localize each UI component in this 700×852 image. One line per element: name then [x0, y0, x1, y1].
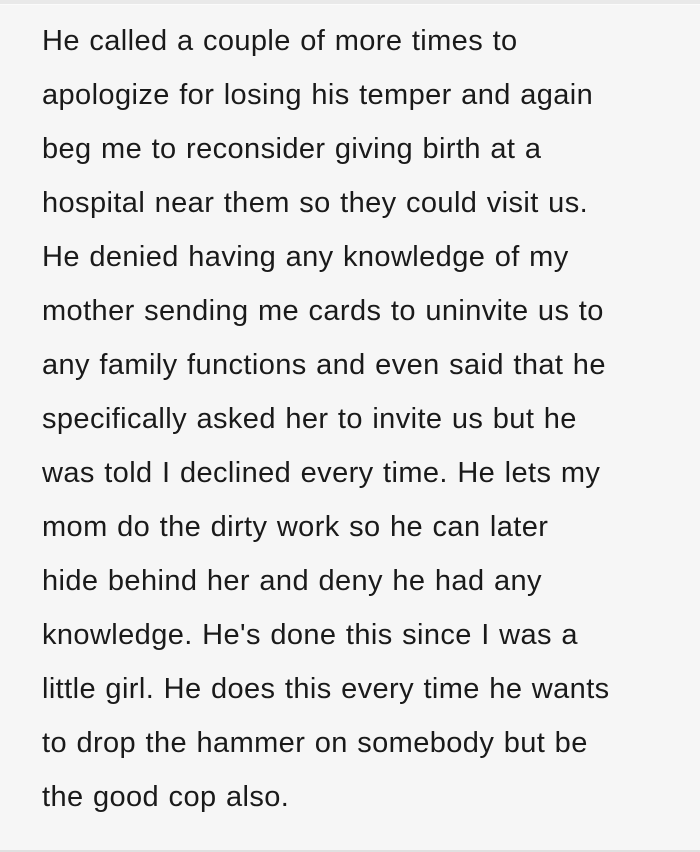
post-text-line: He called a couple of more times to: [42, 25, 518, 57]
post-text-line: apologize for losing his temper and again: [42, 79, 594, 111]
post-text-line: beg me to reconsider giving birth at a: [42, 133, 542, 165]
post-text-line: mom do the dirty work so he can later: [42, 511, 549, 543]
post-text-line: the good cop also.: [42, 781, 290, 813]
post-text-line: little girl. He does this every time he wants: [42, 673, 610, 705]
post-text-line: He denied having any knowledge of my: [42, 241, 569, 273]
post-text-line: mother sending me cards to uninvite us to: [42, 295, 604, 327]
post-text-line: to drop the hammer on somebody but be: [42, 727, 588, 759]
post-text-line: any family functions and even said that he: [42, 349, 606, 381]
post-text-line: hospital near them so they could visit us.: [42, 187, 589, 219]
post-text-line: hide behind her and deny he had any: [42, 565, 542, 597]
post-text-line: knowledge. He's done this since I was a: [42, 619, 578, 651]
post-text-line: specifically asked her to invite us but he: [42, 403, 577, 435]
post-text-line: was told I declined every time. He lets my: [42, 457, 601, 489]
